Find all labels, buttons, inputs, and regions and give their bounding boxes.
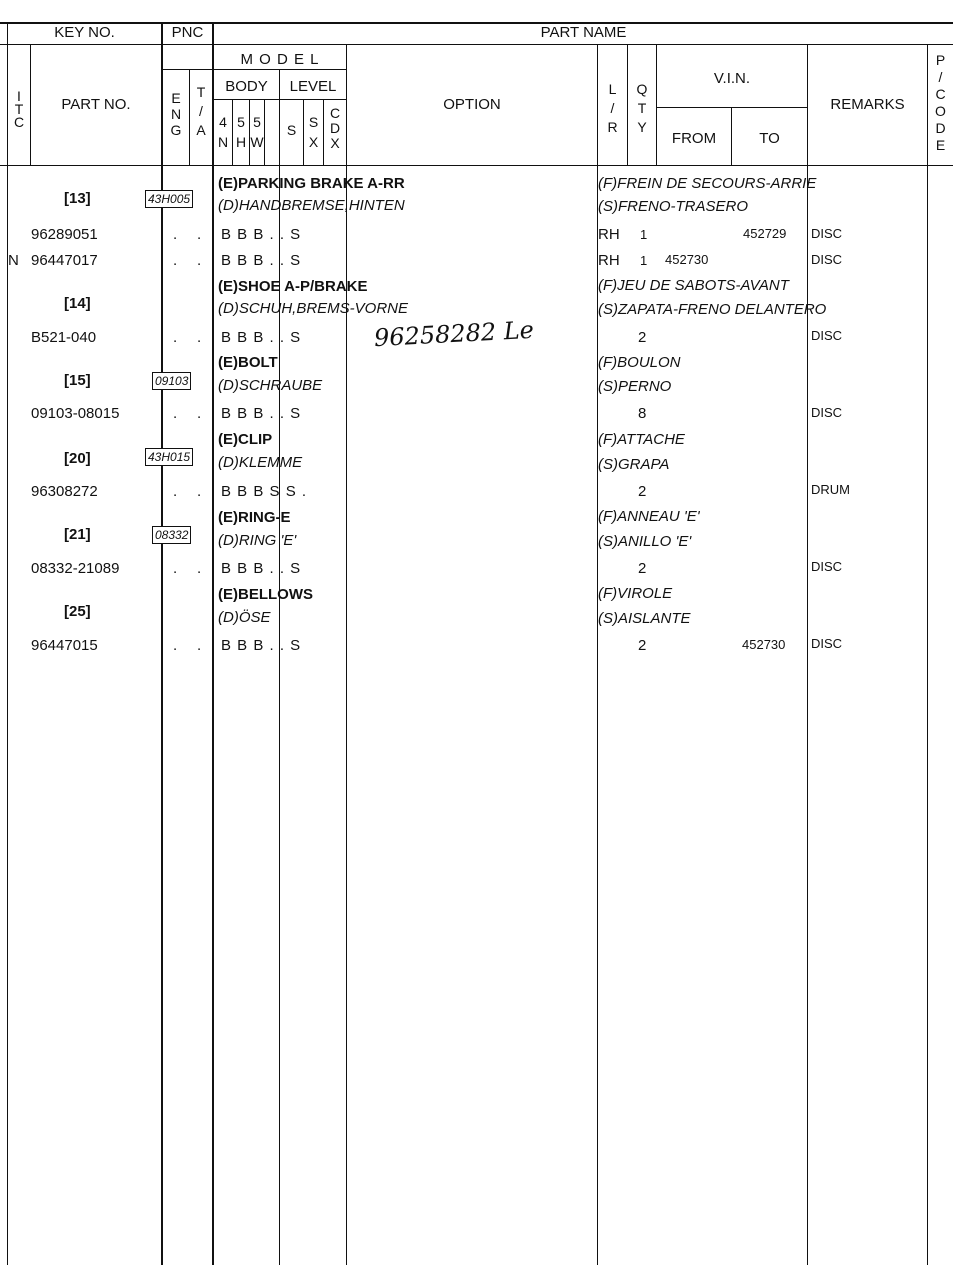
key-no: [15] xyxy=(64,372,91,389)
model-codes: B B B . . S xyxy=(221,226,302,243)
qty-value: 1 xyxy=(640,253,648,268)
part-name-spanish: (S)AISLANTE xyxy=(598,610,691,627)
eng-header: E N G xyxy=(170,90,182,138)
part-name-spanish: (S)PERNO xyxy=(598,378,672,395)
part-name-english: (E)SHOE A-P/BRAKE xyxy=(218,278,368,295)
part-name-french: (F)ATTACHE xyxy=(598,431,685,448)
part-no-header: PART NO. xyxy=(61,96,131,113)
part-name-french: (F)ANNEAU 'E' xyxy=(598,508,700,525)
model-codes: B B B S S . xyxy=(221,483,308,500)
part-name-spanish: (S)FRENO-TRASERO xyxy=(598,198,748,215)
body-col-4n: 4 N xyxy=(217,114,229,150)
eng-flag: . xyxy=(173,329,178,346)
remarks-header: REMARKS xyxy=(830,96,905,113)
key-no-header: KEY NO. xyxy=(54,24,115,41)
qty-value: 2 xyxy=(638,483,647,500)
part-name-french: (F)BOULON xyxy=(598,354,681,371)
ta-flag: . xyxy=(197,637,202,654)
remarks: DISC xyxy=(811,559,843,574)
key-no: [21] xyxy=(64,526,91,543)
model-codes: B B B . . S xyxy=(221,329,302,346)
part-name-german: (D)SCHRAUBE xyxy=(218,377,323,394)
eng-flag: . xyxy=(173,405,178,422)
eng-flag: . xyxy=(173,226,178,243)
part-name-english: (E)PARKING BRAKE A-RR xyxy=(218,175,405,192)
eng-flag: . xyxy=(173,483,178,500)
qty-value: 1 xyxy=(640,227,648,242)
pnc-code: 43H005 xyxy=(145,190,193,208)
level-col-cdx: C D X xyxy=(329,105,341,151)
key-no: [14] xyxy=(64,295,91,312)
qty-value: 2 xyxy=(638,637,647,654)
eng-flag: . xyxy=(173,252,178,269)
handwritten-note: 96258282 Le xyxy=(373,315,535,353)
vin-from-header: FROM xyxy=(671,130,717,147)
ta-flag: . xyxy=(197,226,202,243)
eng-flag: . xyxy=(173,637,178,654)
pnc-code: 08332 xyxy=(152,526,191,544)
remarks: DISC xyxy=(811,252,843,267)
remarks: DISC xyxy=(811,328,843,343)
ta-flag: . xyxy=(197,252,202,269)
part-number: B521-040 xyxy=(31,329,97,346)
part-name-german: (D)HANDBREMSE,HINTEN xyxy=(218,197,405,214)
body-col-5w: 5 W xyxy=(250,114,264,150)
vin-header: V.I.N. xyxy=(713,70,751,87)
option-header: OPTION xyxy=(443,96,501,113)
model-codes: B B B . . S xyxy=(221,637,302,654)
lr-value: RH xyxy=(598,226,620,243)
ta-flag: . xyxy=(197,329,202,346)
part-name-spanish: (S)ZAPATA-FRENO DELANTERO xyxy=(598,301,827,318)
model-header: M O D E L xyxy=(240,51,320,68)
qty-value: 2 xyxy=(638,560,647,577)
part-name-english: (E)BOLT xyxy=(218,354,278,371)
part-name-german: (D)RING 'E' xyxy=(218,532,297,549)
remarks: DRUM xyxy=(811,482,850,497)
itc-flag: N xyxy=(8,252,19,269)
level-col-sx: S X xyxy=(308,114,319,150)
eng-flag: . xyxy=(173,560,178,577)
level-col-s: S xyxy=(286,122,297,138)
ta-flag: . xyxy=(197,483,202,500)
model-codes: B B B . . S xyxy=(221,405,302,422)
qty-value: 8 xyxy=(638,405,647,422)
part-number: 96447015 xyxy=(31,637,98,654)
part-name-spanish: (S)GRAPA xyxy=(598,456,670,473)
body-col-5h: 5 H xyxy=(235,114,247,150)
itc-header: I T C xyxy=(13,88,25,130)
ta-flag: . xyxy=(197,405,202,422)
model-codes: B B B . . S xyxy=(221,560,302,577)
key-no: [25] xyxy=(64,603,91,620)
pnc-code: 09103 xyxy=(152,372,191,390)
level-header: LEVEL xyxy=(289,78,337,95)
remarks: DISC xyxy=(811,226,843,241)
part-name-header: PART NAME xyxy=(540,24,627,41)
part-name-french: (F)VIROLE xyxy=(598,585,673,602)
key-no: [13] xyxy=(64,190,91,207)
vin-from: 452730 xyxy=(665,252,709,267)
part-number: 08332-21089 xyxy=(31,560,120,577)
key-no: [20] xyxy=(64,450,91,467)
vin-to: 452729 xyxy=(743,226,787,241)
ta-flag: . xyxy=(197,560,202,577)
part-name-german: (D)KLEMME xyxy=(218,454,303,471)
remarks: DISC xyxy=(811,636,843,651)
pcode-header: P / C O D E xyxy=(935,52,946,153)
part-name-english: (E)BELLOWS xyxy=(218,586,313,603)
lr-header: L / R xyxy=(607,81,618,135)
remarks: DISC xyxy=(811,405,843,420)
vin-to: 452730 xyxy=(742,637,786,652)
part-name-german: (D)SCHUH,BREMS-VORNE xyxy=(218,300,409,317)
pnc-header: PNC xyxy=(171,24,204,41)
vin-to-header: TO xyxy=(759,130,780,147)
part-name-french: (F)FREIN DE SECOURS-ARRIE xyxy=(598,175,817,192)
part-name-spanish: (S)ANILLO 'E' xyxy=(598,533,692,550)
part-name-german: (D)ÖSE xyxy=(218,609,271,626)
part-name-english: (E)RING-E xyxy=(218,509,291,526)
body-header: BODY xyxy=(225,78,268,95)
part-number: 96308272 xyxy=(31,483,98,500)
part-number: 09103-08015 xyxy=(31,405,120,422)
qty-value: 2 xyxy=(638,329,647,346)
lr-value: RH xyxy=(598,252,620,269)
part-number: 96289051 xyxy=(31,226,98,243)
model-codes: B B B . . S xyxy=(221,252,302,269)
part-name-english: (E)CLIP xyxy=(218,431,273,448)
part-name-french: (F)JEU DE SABOTS-AVANT xyxy=(598,277,789,294)
pnc-code: 43H015 xyxy=(145,448,193,466)
qty-header: Q T Y xyxy=(636,81,648,135)
part-number: 96447017 xyxy=(31,252,98,269)
ta-header: T / A xyxy=(196,84,206,138)
